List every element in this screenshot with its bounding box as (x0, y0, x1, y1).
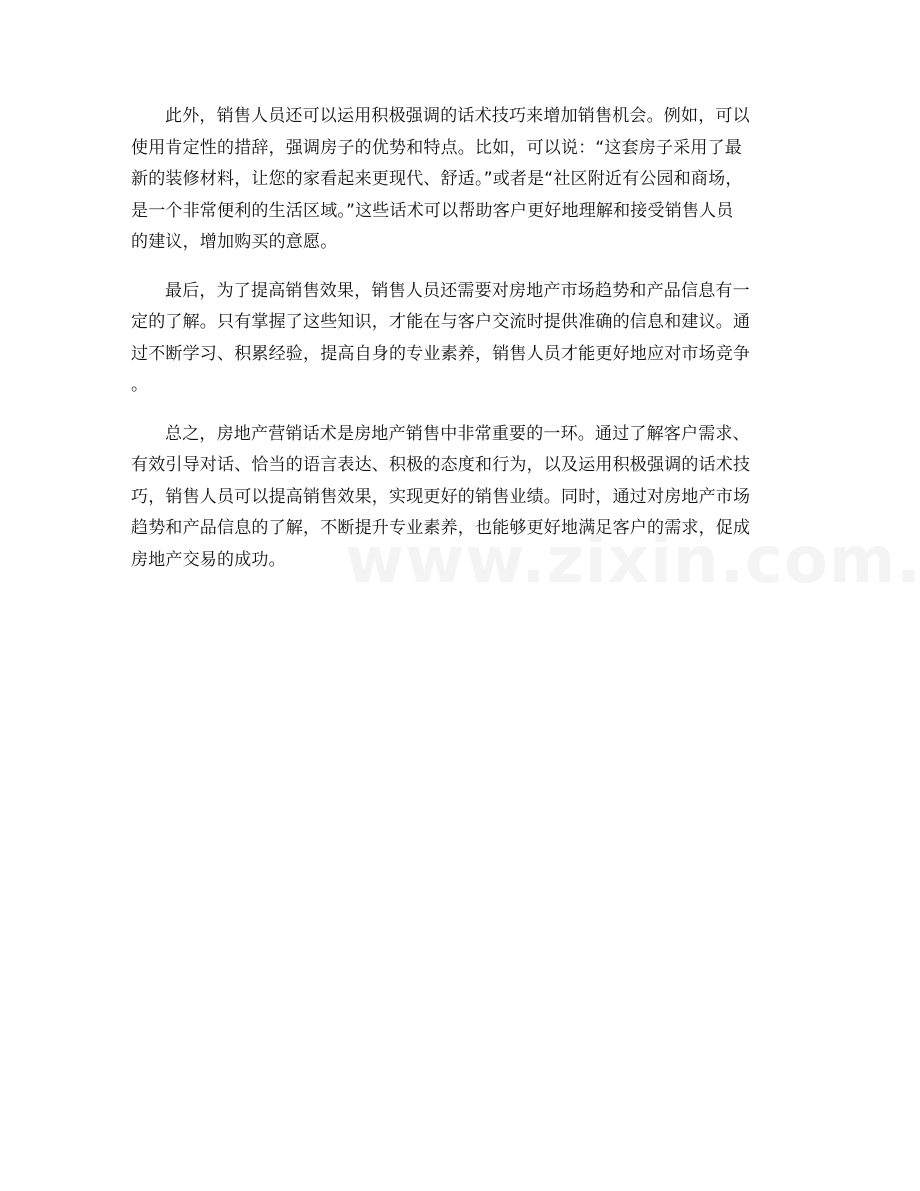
paragraph-line: 过不断学习、积累经验，提高自身的专业素养，销售人员才能更好地应对市场竞争 (131, 343, 751, 364)
paragraph-line: 总之，房地产营销话术是房地产销售中非常重要的一环。通过了解客户需求、 (165, 423, 750, 444)
paragraph-line: 趋势和产品信息的了解，不断提升专业素养，也能够更好地满足客户的需求，促成 (131, 518, 751, 538)
paragraph-line: 最后，为了提高销售效果，销售人员还需要对房地产市场趋势和产品信息有一 (165, 280, 750, 301)
paragraph-line: 定的了解。只有掌握了这些知识，才能在与客户交流时提供准确的信息和建议。通 (131, 312, 751, 332)
paragraph-line: 是一个非常便利的生活区域。”这些话术可以帮助客户更好地理解和接受销售人员 (131, 200, 734, 221)
paragraph-line: 的建议，增加购买的意愿。 (131, 232, 338, 252)
paragraph-line: 新的装修材料，让您的家看起来更现代、舒适。”或者是“社区附近有公园和商场， (131, 169, 743, 189)
paragraph-line: 房地产交易的成功。 (131, 549, 286, 570)
document-body (131, 101, 791, 593)
paragraph-conclusion (131, 419, 791, 577)
paragraph-line: 此外，销售人员还可以运用积极强调的话术技巧来增加销售机会。例如，可以 (165, 106, 750, 126)
paragraph-line: 。 (131, 375, 149, 395)
paragraph-line: 巧，销售人员可以提高销售效果，实现更好的销售业绩。同时，通过对房地产市场 (131, 486, 751, 507)
paragraph-line: 有效引导对话、恰当的语言表达、积极的态度和行为，以及运用积极强调的话术技 (131, 455, 751, 475)
paragraph-additional-techniques (131, 101, 791, 259)
paragraph-line: 使用肯定性的措辞，强调房子的优势和特点。比如，可以说：“这套房子采用了最 (131, 137, 743, 158)
paragraph-market-knowledge (131, 276, 791, 402)
